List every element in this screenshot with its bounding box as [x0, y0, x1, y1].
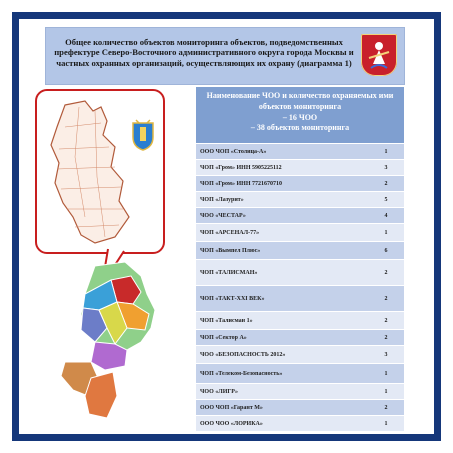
- object-count: 5: [384, 196, 388, 203]
- org-name: ООО ЧОО «ЛОРИКА»: [200, 420, 263, 427]
- org-name: ЧОО «ЧЕСТАР»: [200, 212, 246, 219]
- object-count: 1: [384, 420, 388, 427]
- org-name: ЧОП «Гром» ИНН 5905225112: [200, 164, 282, 171]
- table-row: [196, 286, 404, 312]
- district-map-panel: [35, 89, 165, 254]
- table-row: [196, 224, 404, 242]
- page-title: [54, 37, 354, 68]
- org-name: ЧОП «Вымпел Плюс»: [200, 247, 261, 254]
- object-count: 2: [384, 404, 388, 411]
- org-name: ЧОП «Сектор А»: [200, 334, 247, 341]
- object-count: 2: [384, 317, 388, 324]
- org-name: ООО ЧОП «Гарант М»: [200, 404, 263, 411]
- object-count: 1: [384, 229, 388, 236]
- table-row: [196, 208, 404, 224]
- object-count: 2: [384, 334, 388, 341]
- org-name: ЧОП «АРСЕНАЛ-77»: [200, 229, 260, 236]
- table-row: [196, 400, 404, 416]
- guard-org-table: [196, 144, 404, 432]
- moscow-coat-of-arms-icon: [361, 34, 397, 76]
- table-header-line: Наименование ЧОО и количество охраняемых ими: [206, 91, 394, 100]
- org-name: ЧОП «Лазурит»: [200, 196, 244, 203]
- table-row: [196, 364, 404, 384]
- title-line: Общее количество объектов мониторинга объектов, подведомственных: [65, 37, 343, 47]
- org-name: ЧОП «ТАКТ-XXI ВЕК»: [200, 295, 265, 302]
- district-map: [45, 97, 135, 247]
- table-row: [196, 242, 404, 260]
- table-header: [196, 87, 404, 143]
- org-name: ООО ЧОП «Столица-А»: [200, 148, 267, 155]
- title-banner: [45, 27, 405, 85]
- table-header-line: – 38 объектов мониторинга: [250, 123, 350, 133]
- table-row: [196, 260, 404, 286]
- object-count: 6: [384, 247, 388, 254]
- table-row: [196, 144, 404, 160]
- table-row: [196, 330, 404, 346]
- org-name: ЧОО «БЕЗОПАСНОСТЬ 2012»: [200, 351, 286, 358]
- table-header-line: – 16 ЧОО: [282, 112, 318, 122]
- org-name: ЧОП «ТАЛИСМАН»: [200, 269, 258, 276]
- object-count: 3: [384, 164, 388, 171]
- object-count: 1: [384, 148, 388, 155]
- object-count: 1: [384, 370, 388, 377]
- moscow-city-map: [55, 258, 170, 423]
- table-row: [196, 192, 404, 208]
- title-line: частных охранных организаций, осуществляющих их охрану (диаграмма 1): [56, 57, 352, 68]
- district-coat-of-arms-icon: [129, 117, 157, 151]
- table-row: [196, 176, 404, 192]
- object-count: 1: [384, 388, 388, 395]
- org-name: ЧОП «Талисман 1»: [200, 317, 253, 324]
- org-name: ЧОП «Гром» ИНН 7721670710: [200, 180, 282, 187]
- table-row: [196, 160, 404, 176]
- org-name: ЧОП «Телеком-Безопасность»: [200, 370, 283, 377]
- title-line: префектуре Северо-Восточного административного округа города Москвы и: [54, 47, 354, 58]
- table-header-line: объектов мониторинга: [258, 101, 342, 111]
- table-row: [196, 312, 404, 330]
- object-count: 2: [384, 295, 388, 302]
- object-count: 3: [384, 351, 388, 358]
- object-count: 2: [384, 180, 388, 187]
- table-row: [196, 416, 404, 432]
- table-row: [196, 384, 404, 400]
- table-row: [196, 346, 404, 364]
- object-count: 4: [384, 212, 388, 219]
- object-count: 2: [384, 269, 388, 276]
- org-name: ЧОО «ЛИГР»: [200, 388, 239, 395]
